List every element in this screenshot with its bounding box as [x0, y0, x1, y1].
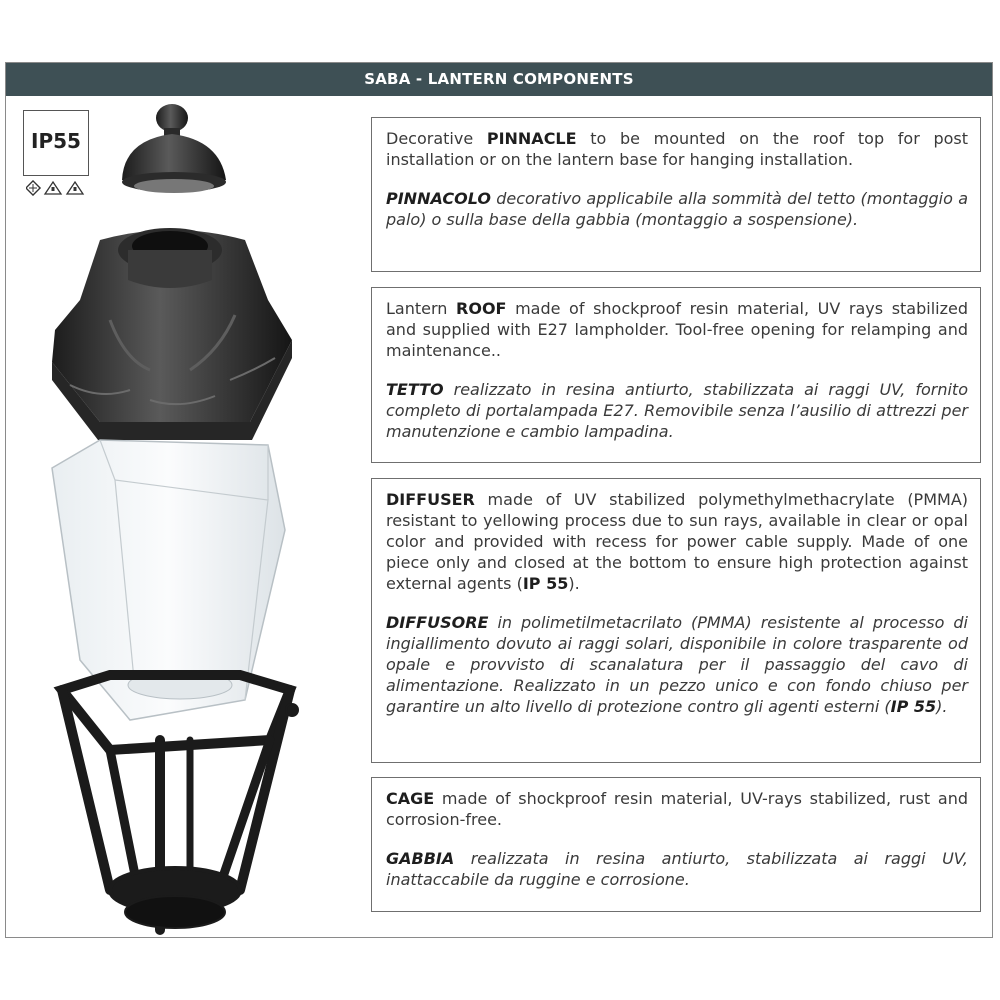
pinnacle-description: [371, 117, 981, 272]
page-title: SABA - LANTERN COMPONENTS: [6, 63, 992, 96]
pinnacle-text-en: Decorative PINNACLE to be mounted on the roof top for post installation or on the lantern base for hanging installation.: [386, 129, 968, 169]
diffuser-text-en: DIFFUSER made of UV stabilized polymethylmethacrylate (PMMA) resistant to yellowing process due to sun rays, available in clear or opal color and provided with recess for power cable supply. Made of one piece only and closed at the bottom to ensure high protection against external agents (IP 55).: [386, 490, 968, 593]
cage-description: [371, 777, 981, 912]
diffuser-description: [371, 478, 981, 763]
pinnacle-text-it: PINNACOLO decorativo applicabile alla sommità del tetto (montaggio a palo) o sulla base della gabbia (montaggio a sospensione).: [386, 189, 968, 229]
diffuser-text-it: DIFFUSORE in polimetilmetacrilato (PMMA) resistente al processo di ingiallimento dovuto ai raggi solari, disponibile in colore trasparente od opale e provvisto di scanalatura per il passaggio del cavo di alimentazione. Realizzato in un pezzo unico e con fondo chiuso per garantire un alto livello di protezione contro gli agenti esterni (IP 55).: [386, 613, 968, 716]
roof-description: [371, 287, 981, 463]
lantern-components-illustration: [40, 100, 320, 940]
grid-symbol-icon: [26, 181, 40, 195]
roof-image: [52, 228, 292, 440]
cage-text-en: CAGE made of shockproof resin material, UV-rays stabilized, rust and corrosion-free.: [386, 789, 968, 829]
cage-text-it: GABBIA realizzata in resina antiurto, stabilizzata ai raggi UV, inattaccabile da ruggine e corrosione.: [386, 849, 968, 889]
ip-rating-label: IP55: [31, 129, 81, 153]
cage-image: [62, 675, 298, 930]
roof-text-en: Lantern ROOF made of shockproof resin material, UV rays stabilized and supplied with E27 lampholder. Tool-free opening for relamping and maintenance..: [386, 299, 968, 360]
roof-text-it: TETTO realizzato in resina antiurto, stabilizzata ai raggi UV, fornito completo di portalampada E27. Removibile senza l’ausilio di attrezzi per manutenzione e cambio lampadina.: [386, 380, 968, 441]
pinnacle-image: [122, 104, 226, 193]
